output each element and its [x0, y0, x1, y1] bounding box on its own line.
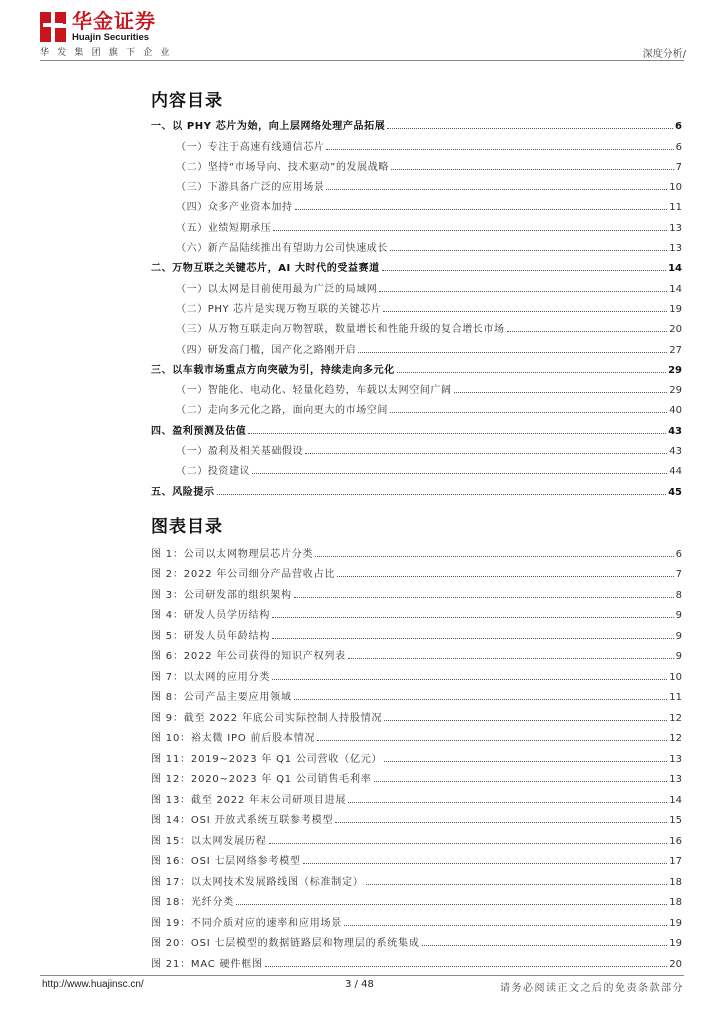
toc-entry-title: （一）专注于高速有线通信芯片	[176, 141, 325, 153]
figure-toc-entry-page: 12	[669, 733, 682, 744]
figure-toc-entry-page: 9	[675, 610, 682, 621]
figure-toc-entry[interactable]	[151, 580, 682, 601]
toc-entry[interactable]	[151, 112, 682, 132]
toc-entry-page: 20	[669, 324, 682, 336]
contents-list	[151, 112, 682, 498]
figure-toc-entry-title: 图 3：公司研发部的组织架构	[151, 589, 292, 601]
figure-toc-entry-title: 图 2：2022 年公司细分产品营收占比	[151, 569, 336, 580]
toc-entry-title: （二）走向多元化之路，面向更大的市场空间	[176, 405, 388, 417]
toc-entry-title: 五、风险提示	[151, 486, 215, 498]
toc-entry[interactable]	[151, 477, 682, 497]
figure-toc-entry-title: 图 8：公司产品主要应用领域	[151, 692, 292, 703]
dot-leader	[507, 331, 668, 332]
dot-leader	[391, 169, 674, 170]
figure-toc-entry[interactable]	[151, 539, 682, 560]
figure-toc-entry[interactable]	[151, 662, 682, 683]
toc-entry-page: 11	[669, 202, 682, 214]
figure-toc-entry-page: 18	[669, 897, 682, 908]
figure-toc-entry[interactable]	[151, 560, 682, 581]
figure-toc-entry[interactable]	[151, 703, 682, 724]
figure-toc-entry-page: 13	[669, 753, 682, 765]
figure-toc-entry[interactable]	[151, 724, 682, 745]
toc-entry-title: （五）业绩短期承压	[176, 222, 272, 234]
figure-toc-entry-title: 图 5：研发人员年龄结构	[151, 630, 271, 642]
toc-entry-page: 7	[675, 161, 682, 173]
report-type: 深度分析/	[642, 49, 686, 60]
toc-entry-title: （二）投资建议	[176, 466, 251, 478]
dot-leader	[358, 352, 667, 353]
dot-leader	[265, 966, 668, 967]
figure-toc-entry[interactable]	[151, 949, 682, 970]
figure-toc-entry-page: 9	[675, 651, 682, 662]
figure-toc-entry[interactable]	[151, 908, 682, 929]
toc-entry[interactable]	[151, 356, 682, 376]
toc-entry-page: 14	[668, 263, 682, 275]
dot-leader	[387, 128, 673, 129]
toc-entry-title: （一）智能化、电动化、轻量化趋势，车载以太网空间广阔	[176, 385, 452, 397]
figure-toc-entry[interactable]	[151, 806, 682, 827]
dot-leader	[348, 802, 667, 803]
dot-leader	[315, 556, 673, 557]
figure-toc-entry-title: 图 14：OSI 开放式系统互联参考模型	[151, 815, 334, 826]
figure-toc-entry[interactable]	[151, 785, 682, 806]
dot-leader	[305, 453, 667, 454]
dot-leader	[382, 270, 666, 271]
toc-entry[interactable]	[151, 416, 682, 436]
toc-entry-title: 三、以车载市场重点方向突破为引，持续走向多元化	[151, 364, 395, 376]
figure-toc-entry-title: 图 10：裕太微 IPO 前后股本情况	[151, 733, 316, 744]
toc-entry-page: 29	[669, 385, 682, 397]
dot-leader	[366, 884, 668, 885]
dot-leader	[335, 822, 667, 823]
figure-toc-entry-page: 19	[669, 938, 682, 949]
dot-leader	[390, 412, 667, 413]
toc-entry-title: （一）盈利及相关基础假设	[176, 446, 304, 458]
toc-entry[interactable]	[151, 213, 682, 233]
company-name-en: Huajin Securities	[72, 32, 150, 44]
figure-toc-entry[interactable]	[151, 867, 682, 888]
figure-toc-entry-page: 16	[669, 835, 682, 847]
toc-entry-title: （二）PHY 芯片是实现万物互联的关键芯片	[176, 303, 382, 315]
toc-entry-title: 二、万物互联之关键芯片，AI 大时代的受益赛道	[151, 263, 380, 275]
figure-toc-entry[interactable]	[151, 888, 682, 909]
figure-toc-entry-page: 11	[669, 692, 682, 703]
figure-toc-entry[interactable]	[151, 847, 682, 868]
dot-leader	[390, 250, 667, 251]
toc-entry[interactable]	[151, 254, 682, 274]
figure-toc-entry-title: 图 15：以太网发展历程	[151, 835, 267, 847]
toc-entry[interactable]	[151, 315, 682, 335]
toc-entry-page: 13	[669, 243, 682, 255]
toc-entry-page: 43	[669, 446, 682, 458]
toc-entry[interactable]	[151, 437, 682, 457]
dot-leader	[422, 945, 668, 946]
toc-entry-title: （二）坚持“市场导向、技术驱动”的发展战略	[176, 161, 389, 173]
figure-toc-entry-page: 9	[675, 630, 682, 642]
toc-entry[interactable]	[151, 274, 682, 294]
dot-leader	[454, 392, 668, 393]
figure-toc-entry-page: 18	[669, 876, 682, 888]
figure-toc-entry-title: 图 12：2020~2023 年 Q1 公司销售毛利率	[151, 774, 372, 785]
figure-toc-entry-title: 图 18：光纤分类	[151, 897, 235, 908]
figure-toc-entry[interactable]	[151, 683, 682, 704]
toc-entry-title: 一、以 PHY 芯片为始，向上层网络处理产品拓展	[151, 121, 386, 133]
toc-entry-page: 40	[669, 405, 682, 417]
toc-entry-page: 6	[675, 121, 682, 133]
toc-entry-page: 27	[669, 344, 682, 356]
dot-leader	[379, 291, 667, 292]
toc-entry-page: 10	[669, 182, 682, 194]
figure-toc-entry-page: 14	[669, 794, 682, 806]
toc-entry[interactable]	[151, 335, 682, 355]
figure-toc-entry[interactable]	[151, 765, 682, 786]
toc-entry[interactable]	[151, 376, 682, 396]
figure-toc-entry-page: 8	[675, 589, 682, 601]
company-slogan: 华发集团旗下企业	[40, 48, 178, 58]
dot-leader	[294, 699, 668, 700]
dot-leader	[344, 925, 667, 926]
dot-leader	[383, 311, 667, 312]
footer-url[interactable]: http://www.huajinsc.cn/	[42, 979, 144, 990]
toc-entry-page: 44	[669, 466, 682, 478]
dot-leader	[248, 433, 666, 434]
dot-leader	[295, 209, 668, 210]
dot-leader	[217, 494, 666, 495]
dot-leader	[348, 658, 674, 659]
dot-leader	[273, 230, 667, 231]
figure-toc-entry-title: 图 7：以太网的应用分类	[151, 671, 271, 683]
figure-toc-entry-title: 图 1：公司以太网物理层芯片分类	[151, 548, 314, 560]
toc-entry[interactable]	[151, 457, 682, 477]
figures-list	[151, 539, 682, 970]
figure-toc-entry-title: 图 4：研发人员学历结构	[151, 610, 271, 621]
header-divider	[40, 60, 684, 61]
dot-leader	[272, 679, 667, 680]
figure-toc-entry-title: 图 11：2019~2023 年 Q1 公司营收（亿元）	[151, 753, 383, 765]
figure-toc-entry-title: 图 16：OSI 七层网络参考模型	[151, 856, 301, 867]
figure-toc-entry[interactable]	[151, 929, 682, 950]
toc-entry-page: 14	[669, 283, 682, 295]
figure-toc-entry[interactable]	[151, 601, 682, 622]
toc-entry[interactable]	[151, 396, 682, 416]
dot-leader	[272, 617, 673, 618]
figure-toc-entry-page: 15	[669, 815, 682, 826]
figure-toc-entry-page: 6	[675, 548, 682, 560]
dot-leader	[397, 372, 666, 373]
figure-toc-entry-page: 13	[669, 774, 682, 785]
toc-entry-page: 13	[669, 222, 682, 234]
dot-leader	[252, 473, 667, 474]
toc-entry-title: （四）众多产业资本加持	[176, 202, 293, 214]
dot-leader	[317, 740, 667, 741]
dot-leader	[374, 781, 668, 782]
dot-leader	[337, 576, 673, 577]
toc-entry-page: 45	[668, 486, 682, 498]
figure-toc-entry-page: 19	[669, 917, 682, 929]
contents-title: 内容目录	[151, 91, 223, 111]
toc-entry-page: 19	[669, 303, 682, 315]
dot-leader	[384, 720, 667, 721]
figure-toc-entry-page: 20	[669, 958, 682, 970]
dot-leader	[272, 638, 673, 639]
page-number: 3 / 48	[345, 979, 374, 990]
toc-entry-page: 29	[668, 364, 682, 376]
dot-leader	[384, 761, 667, 762]
toc-entry-title: （三）从万物互联走向万物智联，数量增长和性能升级的复合增长市场	[176, 324, 505, 336]
footer-divider	[40, 975, 684, 976]
figure-toc-entry-title: 图 13：截至 2022 年末公司研项目进展	[151, 794, 347, 806]
figure-toc-entry[interactable]	[151, 744, 682, 765]
toc-entry-title: （四）研发高门槛，国产化之路刚开启	[176, 344, 357, 356]
toc-entry[interactable]	[151, 193, 682, 213]
dot-leader	[236, 904, 667, 905]
figure-toc-entry-title: 图 9：截至 2022 年底公司实际控制人持股情况	[151, 712, 383, 724]
toc-entry-title: （三）下游具备广泛的应用场景	[176, 182, 325, 194]
figures-title: 图表目录	[151, 517, 223, 537]
huajin-logo-icon	[40, 12, 66, 42]
toc-entry[interactable]	[151, 295, 682, 315]
figure-toc-entry-title: 图 20：OSI 七层模型的数据链路层和物理层的系统集成	[151, 938, 420, 949]
toc-entry[interactable]	[151, 132, 682, 152]
figure-toc-entry-page: 17	[669, 856, 682, 867]
dot-leader	[294, 597, 674, 598]
toc-entry[interactable]	[151, 173, 682, 193]
figure-toc-entry-page: 12	[669, 712, 682, 724]
dot-leader	[326, 149, 673, 150]
toc-entry[interactable]	[151, 153, 682, 173]
toc-entry-page: 43	[668, 425, 682, 437]
figure-toc-entry[interactable]	[151, 621, 682, 642]
figure-toc-entry-page: 10	[669, 671, 682, 683]
toc-entry-title: （六）新产品陆续推出有望助力公司快速成长	[176, 243, 388, 255]
figure-toc-entry-title: 图 17：以太网技术发展路线图（标准制定）	[151, 876, 364, 888]
company-logo	[40, 10, 156, 44]
figure-toc-entry[interactable]	[151, 642, 682, 663]
company-name-cn: 华金证券	[72, 9, 156, 34]
dot-leader	[326, 189, 667, 190]
footer-disclaimer: 请务必阅读正文之后的免责条款部分	[500, 983, 684, 994]
toc-entry-title: 四、盈利预测及估值	[151, 425, 247, 437]
figure-toc-entry-page: 7	[675, 569, 682, 580]
dot-leader	[269, 843, 668, 844]
figure-toc-entry-title: 图 19：不同介质对应的速率和应用场景	[151, 917, 343, 929]
toc-entry-page: 6	[675, 141, 682, 153]
figure-toc-entry-title: 图 6：2022 年公司获得的知识产权列表	[151, 651, 346, 662]
toc-entry[interactable]	[151, 234, 682, 254]
dot-leader	[303, 863, 667, 864]
figure-toc-entry-title: 图 21：MAC 硬件框图	[151, 958, 263, 970]
figure-toc-entry[interactable]	[151, 826, 682, 847]
toc-entry-title: （一）以太网是目前使用最为广泛的局域网	[176, 283, 378, 295]
